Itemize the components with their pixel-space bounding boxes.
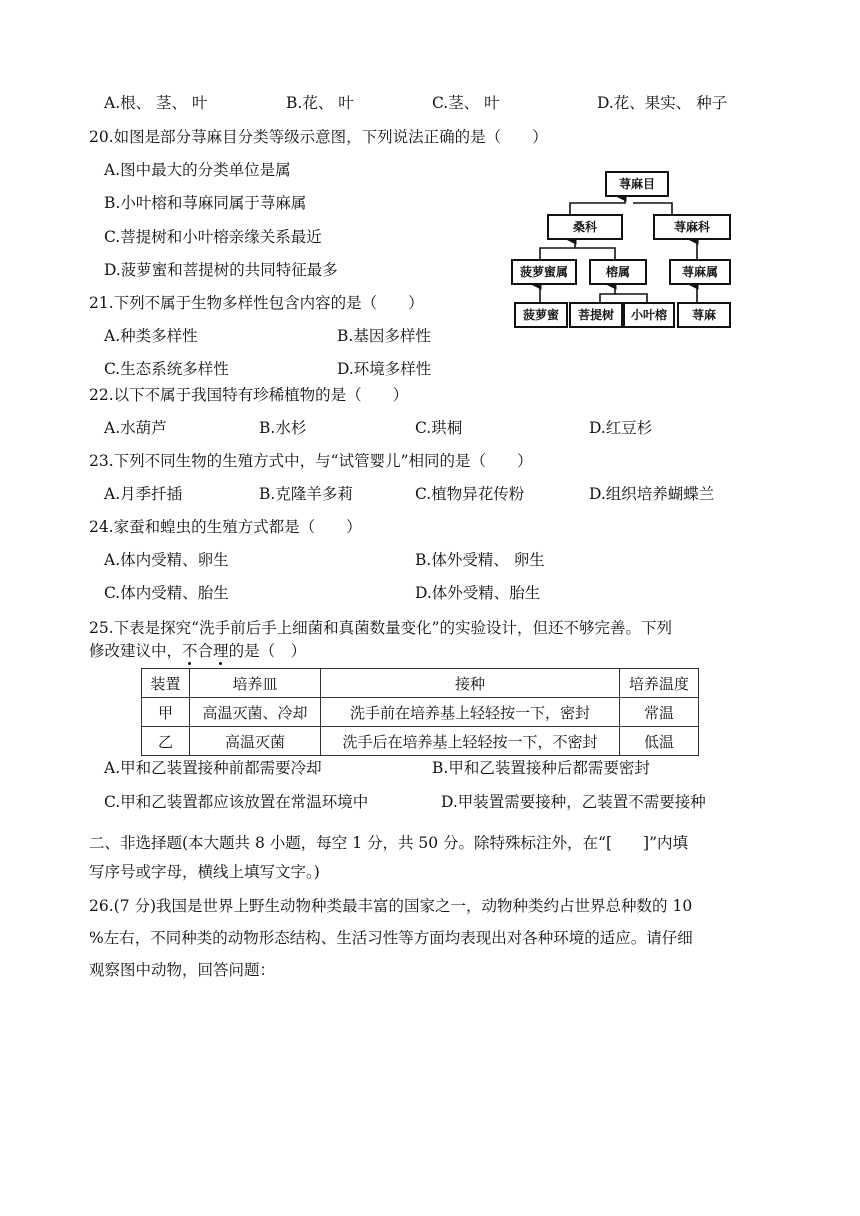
q22-option-b: B.水杉 <box>259 419 307 437</box>
node-order: 荨麻目 <box>605 171 669 197</box>
table-cell: 洗手后在培养基上轻轻按一下，不密封 <box>321 727 620 756</box>
node-genus-ficus: 榕属 <box>589 259 647 285</box>
section2-instructions-line1: 二、非选择题(本大题共 8 小题，每空 1 分，共 50 分。除特殊标注外，在“[ ]”内填 <box>89 834 689 852</box>
q24-stem: 24.家蚕和蝗虫的生殖方式都是（ ） <box>89 518 362 536</box>
q26-line1: 26.(7 分)我国是世界上野生动物种类最丰富的国家之一，动物种类约占世界总种数的 10 <box>89 897 693 915</box>
q25-stem-pre: 修改建议中， <box>89 642 183 660</box>
q25-stem-post: 的是（ ） <box>228 642 307 660</box>
q24-option-c: C.体内受精、胎生 <box>104 584 229 602</box>
q21-option-c: C.生态系统多样性 <box>104 360 229 378</box>
q22-option-c: C.珙桐 <box>415 419 463 437</box>
q25-emphasis-bu: 不 <box>182 642 198 660</box>
node-family-moraceae: 桑科 <box>547 214 623 240</box>
table-cell: 低温 <box>620 727 699 756</box>
node-species-ficus-microcarpa: 小叶榕 <box>623 302 675 328</box>
q22-stem: 22.以下不属于我国特有珍稀植物的是（ ） <box>89 386 409 404</box>
q26-line3: 观察图中动物，回答问题： <box>89 961 276 979</box>
section2-instructions-line2: 写序号或字母，横线上填写文字。) <box>89 863 320 881</box>
table-cell: 高温灭菌 <box>190 727 321 756</box>
q25-option-c: C.甲和乙装置都应该放置在常温环境中 <box>104 793 369 811</box>
q21-option-b: B.基因多样性 <box>337 327 431 345</box>
node-genus-artocarpus: 菠萝蜜属 <box>511 259 577 285</box>
table-cell: 甲 <box>142 698 190 727</box>
q20-option-b: B.小叶榕和荨麻同属于荨麻属 <box>104 194 307 212</box>
node-genus-urtica: 荨麻属 <box>669 259 731 285</box>
q23-option-c: C.植物异花传粉 <box>415 485 525 503</box>
node-species-bodhi: 菩提树 <box>569 302 623 328</box>
table-row <box>142 727 699 756</box>
table-row <box>142 698 699 727</box>
q25-option-b: B.甲和乙装置接种后都需要密封 <box>432 759 650 777</box>
node-family-urticaceae: 荨麻科 <box>653 214 731 240</box>
table-header: 装置 <box>142 669 190 698</box>
q20-option-c: C.菩提树和小叶榕亲缘关系最近 <box>104 228 322 246</box>
taxonomy-diagram <box>505 163 735 328</box>
q23-option-d: D.组织培养蝴蝶兰 <box>589 485 715 503</box>
q21-option-d: D.环境多样性 <box>337 360 432 378</box>
q19-option-d: D.花、果实、 种子 <box>597 94 728 112</box>
q25-stem-line2 <box>89 641 306 661</box>
q20-option-a: A.图中最大的分类单位是属 <box>104 161 291 179</box>
q25-option-a: A.甲和乙装置接种前都需要冷却 <box>104 759 322 777</box>
q19-option-b: B.花、 叶 <box>286 94 354 112</box>
q25-emphasis-li: 理 <box>213 642 229 660</box>
table-header: 培养温度 <box>620 669 699 698</box>
node-species-nettle: 荨麻 <box>677 302 731 328</box>
q20-stem: 20.如图是部分荨麻目分类等级示意图，下列说法正确的是（ ） <box>89 128 548 146</box>
q22-option-d: D.红豆杉 <box>589 419 653 437</box>
table-cell: 乙 <box>142 727 190 756</box>
q19-option-c: C.茎、 叶 <box>432 94 500 112</box>
q21-option-a: A.种类多样性 <box>104 327 198 345</box>
q24-option-b: B.体外受精、 卵生 <box>415 551 545 569</box>
q25-experiment-table <box>141 668 699 756</box>
table-cell: 高温灭菌、冷却 <box>190 698 321 727</box>
table-header: 培养皿 <box>190 669 321 698</box>
q26-line2: %左右，不同种类的动物形态结构、生活习性等方面均表现出对各种环境的适应。请仔细 <box>89 929 693 947</box>
q21-stem: 21.下列不属于生物多样性包含内容的是（ ） <box>89 294 424 312</box>
q22-option-a: A.水葫芦 <box>104 419 167 437</box>
q24-option-d: D.体外受精、胎生 <box>415 584 541 602</box>
table-cell: 常温 <box>620 698 699 727</box>
q23-option-b: B.克隆羊多莉 <box>259 485 353 503</box>
table-cell: 洗手前在培养基上轻轻按一下，密封 <box>321 698 620 727</box>
q25-stem-line1: 25.下表是探究“洗手前后手上细菌和真菌数量变化”的实验设计，但还不够完善。下列 <box>89 619 673 637</box>
q23-option-a: A.月季扦插 <box>104 485 183 503</box>
q24-option-a: A.体内受精、卵生 <box>104 551 229 569</box>
q25-option-d: D.甲装置需要接种，乙装置不需要接种 <box>441 793 706 811</box>
table-header-row <box>142 669 699 698</box>
q20-option-d: D.菠萝蜜和菩提树的共同特征最多 <box>104 261 338 279</box>
table-header: 接种 <box>321 669 620 698</box>
q25-stem-mid: 合 <box>197 642 214 660</box>
node-species-jackfruit: 菠萝蜜 <box>514 302 568 328</box>
q19-option-a: A.根、 茎、 叶 <box>104 94 208 112</box>
q23-stem: 23.下列不同生物的生殖方式中，与“试管婴儿”相同的是（ ） <box>89 452 533 470</box>
